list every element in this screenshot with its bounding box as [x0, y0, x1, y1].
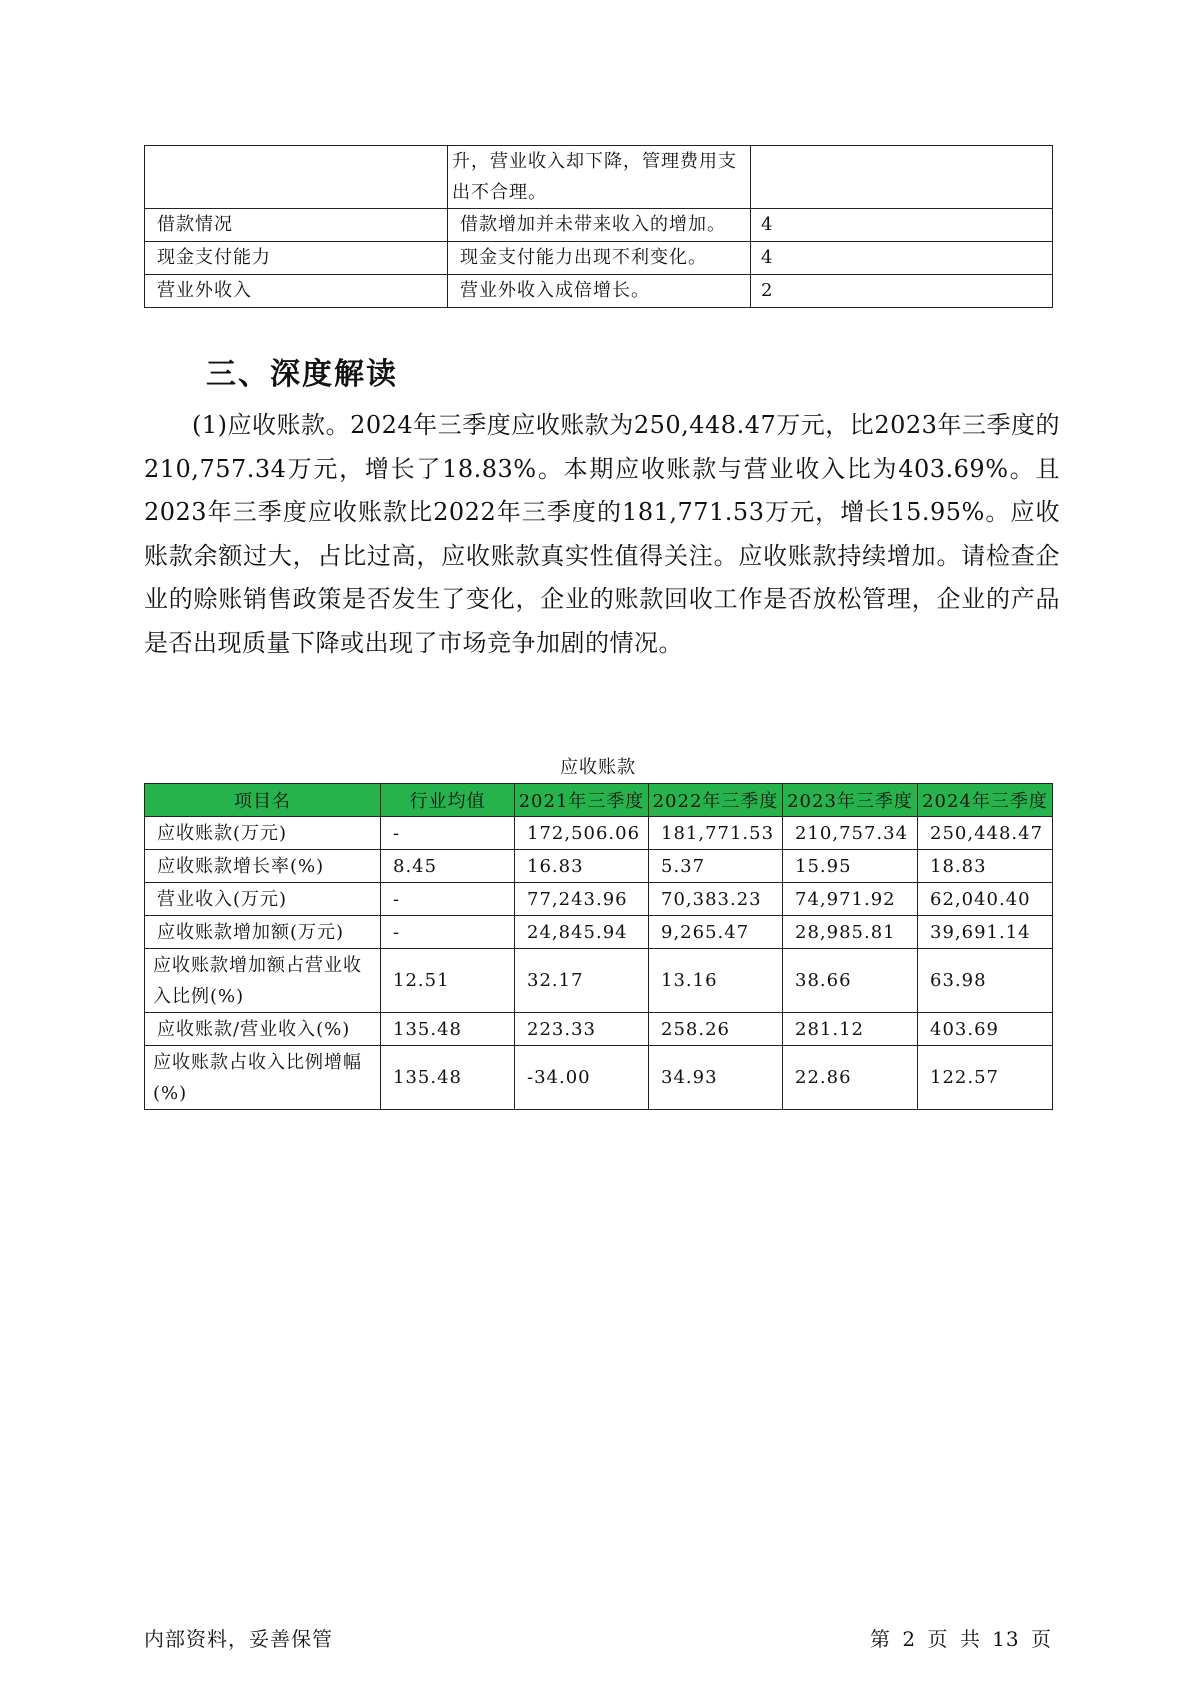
table-row	[145, 1046, 1053, 1110]
item-cell: 现金支付能力	[145, 242, 448, 275]
table-cell: 38.66	[783, 949, 918, 1013]
page-number: 第 2 页 共 13 页	[870, 1627, 1052, 1651]
row-label: 应收账款/营业收入(%)	[145, 1013, 381, 1046]
section-title: 三、深度解读	[206, 357, 398, 392]
column-header: 2023年三季度	[783, 784, 918, 817]
desc-cell: 升，营业收入却下降，管理费用支出不合理。	[448, 146, 751, 209]
table-cell: 135.48	[381, 1046, 515, 1110]
table-cell: 5.37	[649, 850, 783, 883]
table-cell: 18.83	[918, 850, 1053, 883]
table-cell: 24,845.94	[515, 916, 649, 949]
row-label: 营业收入(万元)	[145, 883, 381, 916]
table-cell: 22.86	[783, 1046, 918, 1110]
table-cell: 122.57	[918, 1046, 1053, 1110]
table-cell: 28,985.81	[783, 916, 918, 949]
table-row	[145, 146, 1053, 209]
table-cell: 70,383.23	[649, 883, 783, 916]
footer-confidential-note: 内部资料，妥善保管	[144, 1627, 333, 1651]
table-row	[145, 242, 1053, 275]
table-cell: 223.33	[515, 1013, 649, 1046]
desc-cell: 营业外收入成倍增长。	[448, 275, 751, 308]
table-row	[145, 949, 1053, 1013]
table-cell: 15.95	[783, 850, 918, 883]
table-cell: 32.17	[515, 949, 649, 1013]
table-row	[145, 1013, 1053, 1046]
table-cell: 135.48	[381, 1013, 515, 1046]
table-caption: 应收账款	[560, 757, 636, 778]
table-cell: -34.00	[515, 1046, 649, 1110]
score-cell: 2	[751, 275, 1053, 308]
table-cell: 181,771.53	[649, 817, 783, 850]
row-label: 应收账款增加额占营业收入比例(%)	[145, 949, 381, 1013]
score-cell: 4	[751, 209, 1053, 242]
score-cell	[751, 146, 1053, 209]
item-cell	[145, 146, 448, 209]
table-cell: 34.93	[649, 1046, 783, 1110]
row-label: 应收账款增长率(%)	[145, 850, 381, 883]
continuation-table	[144, 145, 1053, 308]
column-header: 项目名	[145, 784, 381, 817]
table-cell: 13.16	[649, 949, 783, 1013]
table-cell: -	[381, 817, 515, 850]
table-cell: 250,448.47	[918, 817, 1053, 850]
table-cell: -	[381, 883, 515, 916]
table-cell: 74,971.92	[783, 883, 918, 916]
table-row	[145, 883, 1053, 916]
table-cell: 210,757.34	[783, 817, 918, 850]
table-cell: 258.26	[649, 1013, 783, 1046]
table-cell: 63.98	[918, 949, 1053, 1013]
table-cell: 8.45	[381, 850, 515, 883]
table-cell: 39,691.14	[918, 916, 1053, 949]
desc-cell: 现金支付能力出现不利变化。	[448, 242, 751, 275]
table-cell: 281.12	[783, 1013, 918, 1046]
analysis-paragraph: (1)应收账款。2024年三季度应收账款为250,448.47万元，比2023年三季度的210,757.34万元，增长了18.83%。本期应收账款与营业收入比为403.69%。且2023年三季度应收账款比2022年三季度的181,771.53万元，增长15.95%。应收账款余额过大，占比过高，应收账款真实性值得关注。应收账款持续增加。请检查企业的赊账销售政策是否发生了变化，企业的账款回收工作是否放松管理，企业的产品是否出现质量下降或出现了市场竞争加剧的情况。	[144, 411, 1060, 657]
accounts-receivable-table	[144, 783, 1053, 1110]
table-cell: 62,040.40	[918, 883, 1053, 916]
table-cell: -	[381, 916, 515, 949]
table-row	[145, 275, 1053, 308]
header-row	[145, 784, 1053, 817]
score-cell: 4	[751, 242, 1053, 275]
row-label: 应收账款(万元)	[145, 817, 381, 850]
column-header: 2021年三季度	[515, 784, 649, 817]
item-cell: 营业外收入	[145, 275, 448, 308]
column-header: 2024年三季度	[918, 784, 1053, 817]
table-row	[145, 850, 1053, 883]
table-row	[145, 916, 1053, 949]
table-cell: 9,265.47	[649, 916, 783, 949]
table-cell: 403.69	[918, 1013, 1053, 1046]
table-row	[145, 209, 1053, 242]
column-header: 行业均值	[381, 784, 515, 817]
table-cell: 12.51	[381, 949, 515, 1013]
item-cell: 借款情况	[145, 209, 448, 242]
row-label: 应收账款占收入比例增幅(%)	[145, 1046, 381, 1110]
table-cell: 172,506.06	[515, 817, 649, 850]
column-header: 2022年三季度	[649, 784, 783, 817]
row-label: 应收账款增加额(万元)	[145, 916, 381, 949]
table-cell: 16.83	[515, 850, 649, 883]
desc-cell: 借款增加并未带来收入的增加。	[448, 209, 751, 242]
table-cell: 77,243.96	[515, 883, 649, 916]
table-row	[145, 817, 1053, 850]
